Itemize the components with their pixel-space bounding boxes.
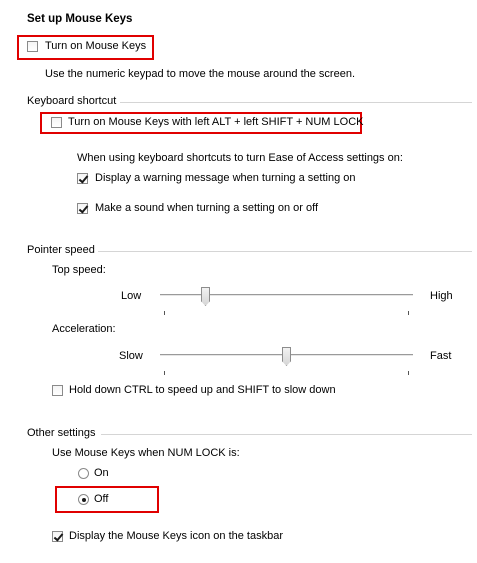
turn-on-mouse-keys-label[interactable]: Turn on Mouse Keys [45, 40, 147, 52]
num-lock-off-radio[interactable] [78, 494, 89, 505]
slider-tick [408, 311, 409, 315]
top-speed-slider-track[interactable] [160, 294, 413, 297]
ctrl-shift-label[interactable]: Hold down CTRL to speed up and SHIFT to slow down [69, 384, 336, 396]
warning-message-checkbox[interactable] [77, 173, 88, 184]
shortcut-checkbox[interactable] [51, 117, 62, 128]
taskbar-icon-label[interactable]: Display the Mouse Keys icon on the taskbar [69, 530, 284, 542]
num-lock-on-radio[interactable] [78, 468, 89, 479]
acceleration-label: Acceleration: [52, 323, 116, 335]
acceleration-min-label: Slow [119, 350, 143, 362]
slider-tick [164, 371, 165, 375]
other-settings-group-label: Other settings [27, 427, 96, 439]
slider-tick [408, 371, 409, 375]
num-lock-label: Use Mouse Keys when NUM LOCK is: [52, 447, 240, 459]
group-divider [101, 434, 472, 435]
pointer-speed-group-label: Pointer speed [27, 244, 95, 256]
acceleration-max-label: Fast [430, 350, 452, 362]
top-speed-label: Top speed: [52, 264, 106, 276]
taskbar-icon-checkbox[interactable] [52, 531, 63, 542]
top-speed-max-label: High [430, 290, 453, 302]
make-sound-label[interactable]: Make a sound when turning a setting on or off [95, 202, 318, 214]
group-divider [98, 251, 472, 252]
group-divider [120, 102, 472, 103]
turn-on-mouse-keys-checkbox[interactable] [27, 41, 38, 52]
num-lock-on-label[interactable]: On [94, 467, 109, 479]
top-speed-min-label: Low [121, 290, 142, 302]
page-title: Set up Mouse Keys [27, 13, 133, 25]
make-sound-checkbox[interactable] [77, 203, 88, 214]
warning-message-label[interactable]: Display a warning message when turning a setting on [95, 172, 356, 184]
slider-tick [164, 311, 165, 315]
num-lock-off-label[interactable]: Off [94, 493, 109, 505]
acceleration-slider-thumb[interactable] [282, 347, 291, 366]
ctrl-shift-checkbox[interactable] [52, 385, 63, 396]
shortcut-intro-text: When using keyboard shortcuts to turn Ease of Access settings on: [77, 152, 403, 164]
mouse-keys-description: Use the numeric keypad to move the mouse around the screen. [45, 68, 356, 80]
top-speed-slider-thumb[interactable] [201, 287, 210, 306]
shortcut-label[interactable]: Turn on Mouse Keys with left ALT + left SHIFT + NUM LOCK [68, 116, 364, 128]
keyboard-shortcut-group-label: Keyboard shortcut [27, 95, 117, 107]
